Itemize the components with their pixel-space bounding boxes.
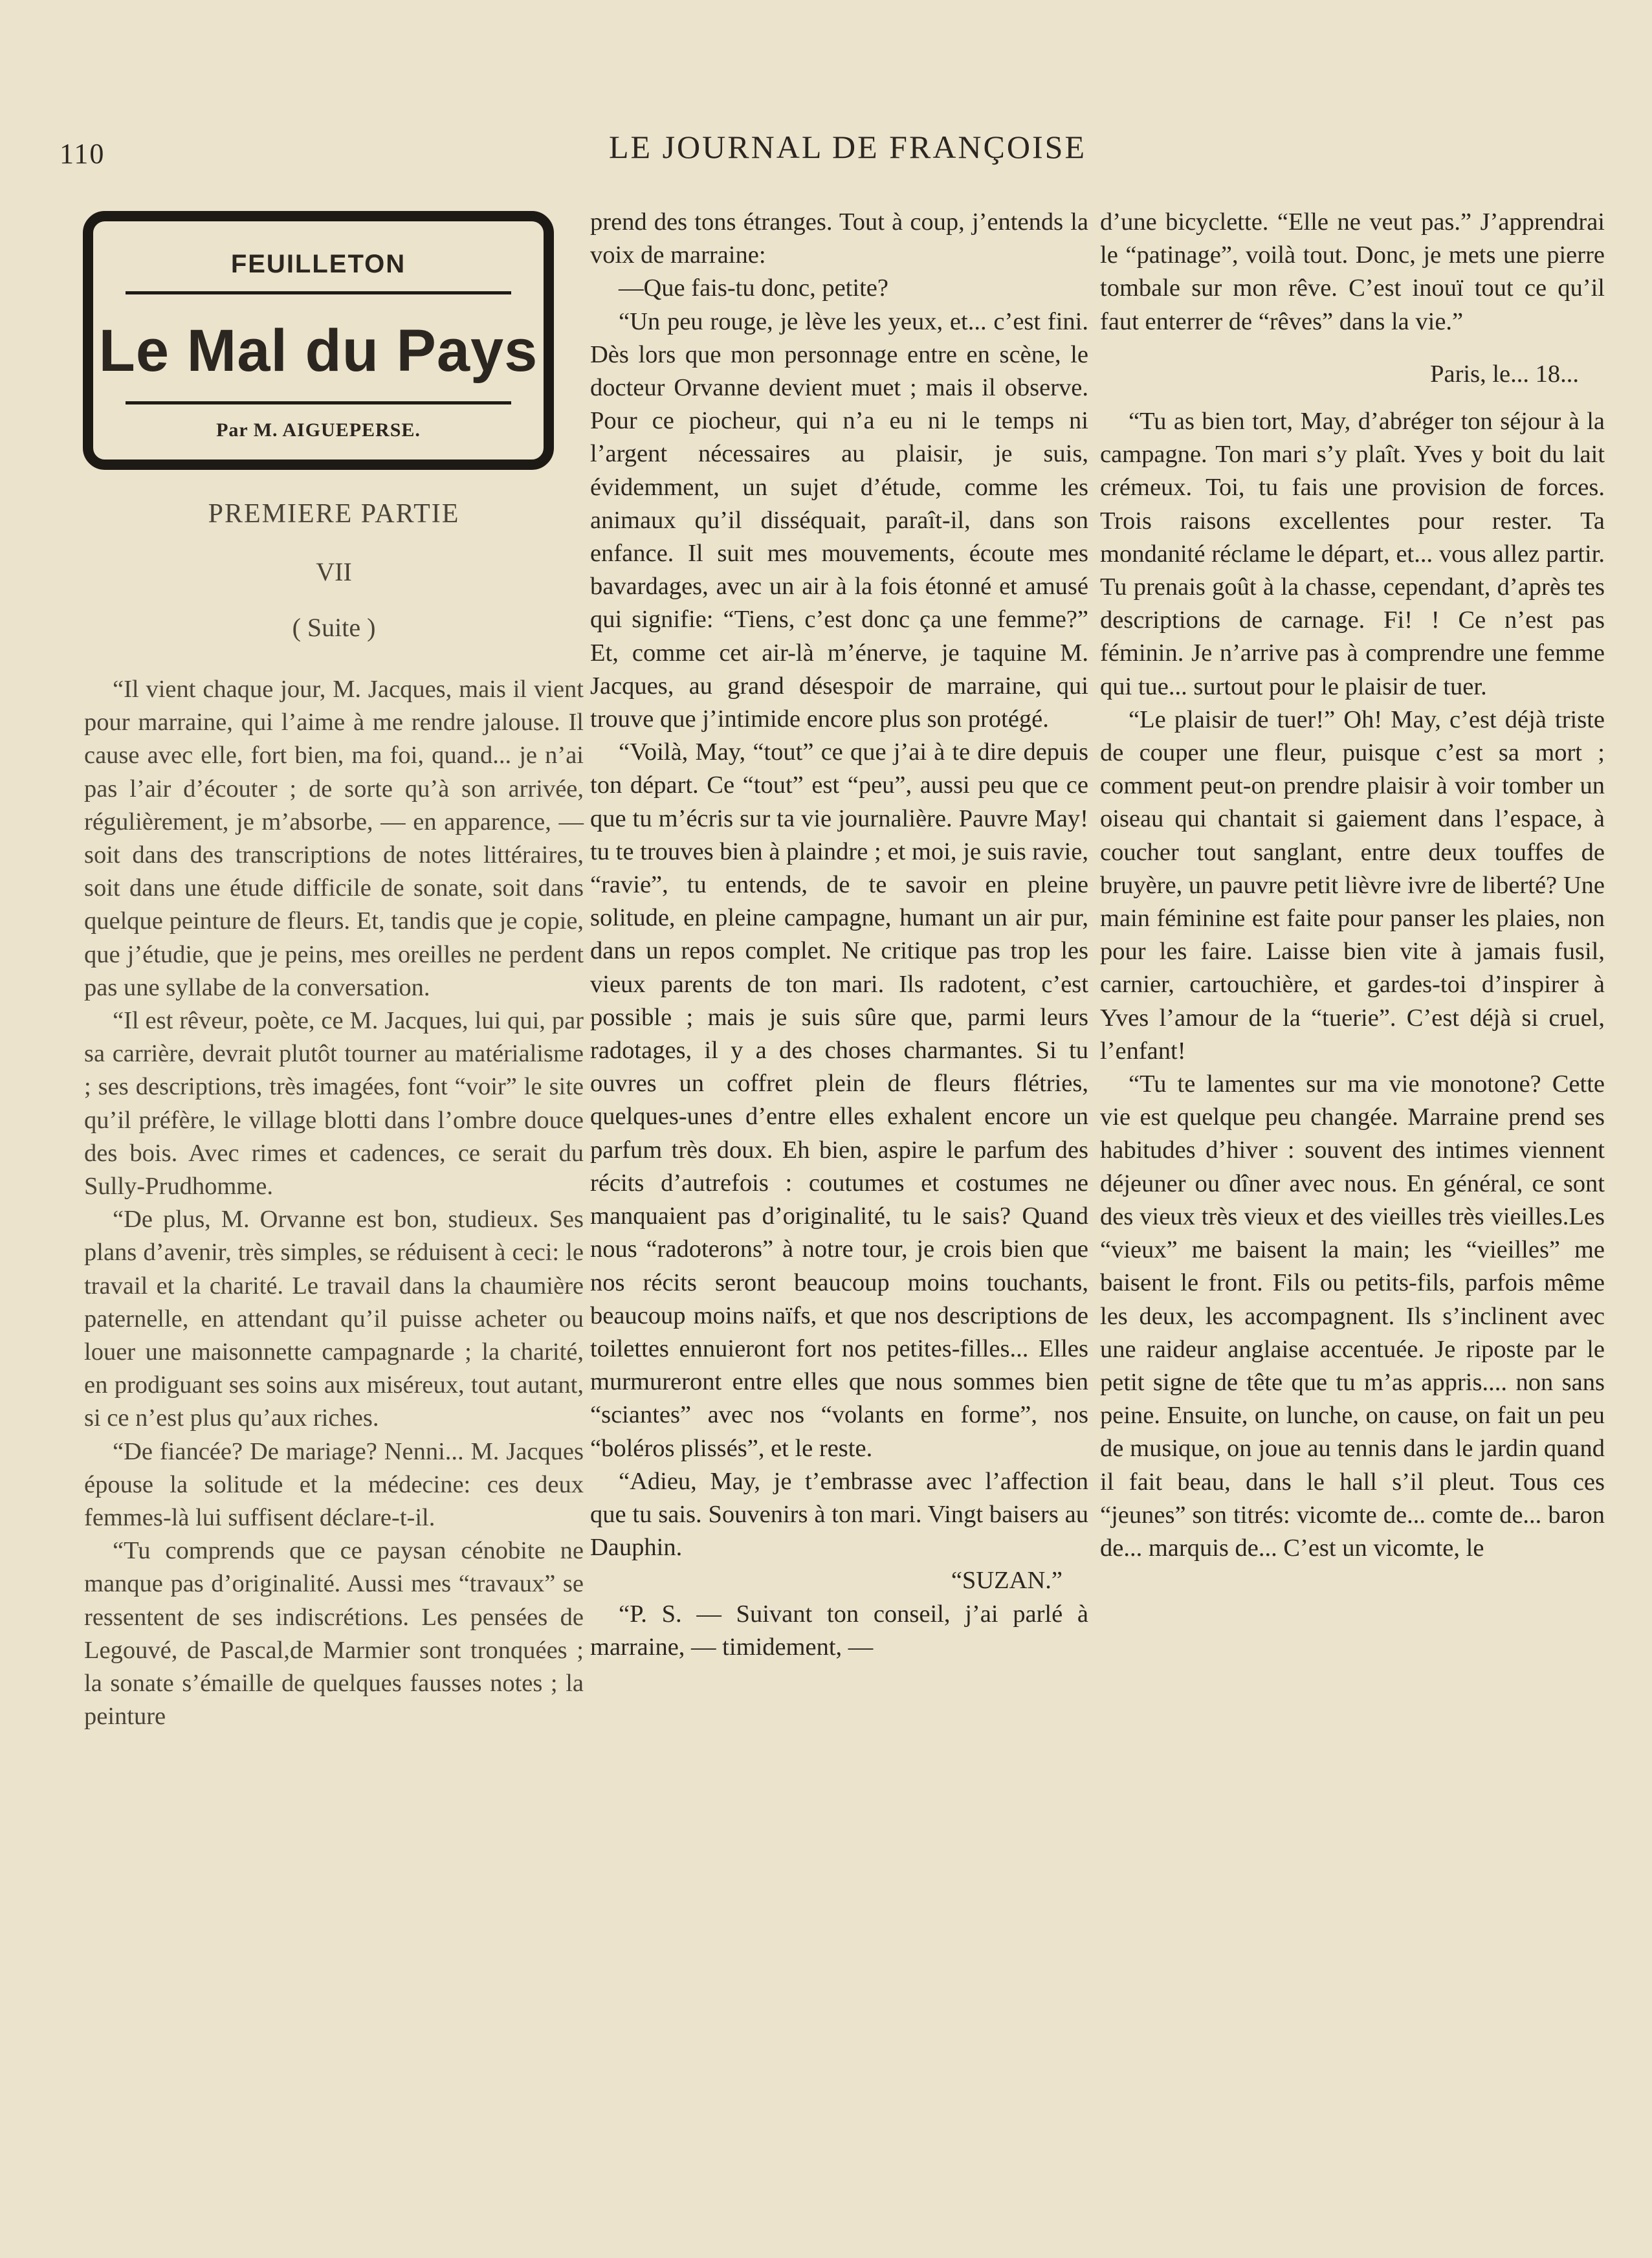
paragraph: “P. S. — Suivant ton conseil, j’ai parlé à marraine, — timidement, —: [590, 1600, 1088, 1661]
text-column-3: [1100, 206, 1605, 1565]
paragraph: “Il vient chaque jour, M. Jacques, mais il vient pour marraine, qui l’aime à me rendre jalouse. Il cause avec elle, fort bien, ma foi, quand... je n’ai pas l’air d’écouter ; de sorte qu’à son arrivée, régulièrement, je m’absorbe, — en apparence, — soit dans des transcriptions de notes littéraires, soit dans une étude difficile de sonate, soit dans quelque peinture de fleurs. Et, tandis que je copie, que j’étudie, que je peins, mes oreilles ne perdent pas une syllabe de la conversation.: [84, 676, 584, 1001]
part-heading: PREMIERE PARTIE: [208, 499, 460, 529]
page-number: 110: [60, 138, 105, 170]
paragraph: “Tu comprends que ce paysan cénobite ne manque pas d’originalité. Aussi mes “travaux” se ressentent de ses indiscrétions. Les pensées de Legouvé, de Pascal,de Marmier sont tronquées ; la sonate s’émaille de quelques fausses notes ; la peinture: [84, 1537, 584, 1731]
box-rule-top: [126, 291, 511, 294]
paragraph: “Voilà, May, “tout” ce que j’ai à te dire depuis ton départ. Ce “tout” est “peu”, aussi peu que ce que tu m’écris sur ta vie journalière. Pauvre May! tu te trouves bien à plaindre ; et moi, je suis ravie, “ravie”, tu entends, de te savoir en pleine solitude, en pleine campagne, humant un air pur, dans un repos complet. Ne critique pas trop les vieux parents de ton mari. Ils radotent, c’est possible ; mais je suis sûre que, parmi leurs radotages, il y a des choses charmantes. Si tu ouvres un coffret plein de fleurs flétries, quelques-unes d’entre elles exhalent encore un parfum très doux. Eh bien, aspire le parfum des récits d’autrefois : coutumes et costumes ne manquaient pas d’originalité, tu le sais? Quand nous “radoterons” à notre tour, je crois bien que nos récits seront beaucoup moins touchants, beaucoup moins naïfs, et que nos descriptions de toilettes ennuieront fort nos petites-filles... Elles murmureront entre elles que nous sommes bien “sciantes” avec nos “volants en forme”, nos “boléros plissés”, et le reste.: [590, 738, 1088, 1462]
feuilleton-box: [83, 211, 554, 470]
paragraph: “Il est rêveur, poète, ce M. Jacques, lui qui, par sa carrière, devrait plutôt tourner au matérialisme ; ses descriptions, très imagées, font “voir” le site qu’il préfère, le village blotti dans l’ombre douce des bois. Avec rimes et cadences, ce serait du Sully-Prudhomme.: [84, 1007, 584, 1201]
paragraph: “Un peu rouge, je lève les yeux, et... c’est fini. Dès lors que mon personnage entre en scène, le docteur Orvanne devient muet ; mais il observe. Pour ce piocheur, qui n’a eu ni le temps ni l’argent nécessaires au plaisir, je suis, évidemment, un sujet d’étude, comme les animaux qu’il disséquait, paraît-il, dans son enfance. Il suit mes mouvements, écoute mes bavardages, avec un air à la fois étonné et amusé qui signifie: “Tiens, c’est donc ça une femme?” Et, comme cet air-là m’énerve, je taquine M. Jacques, au grand désespoir de marraine, qui trouve que j’intimide encore plus son protégé.: [590, 307, 1088, 733]
feuilleton-kicker: FEUILLETON: [230, 250, 406, 278]
paragraph: “Le plaisir de tuer!” Oh! May, c’est déjà triste de couper une fleur, puisque c’est sa mort ; comment peut-on prendre plaisir à voir tomber un oiseau qui chantait si gaiement dans l’espace, à coucher tout sanglant, entre deux touffes de bruyère, un pauvre petit lièvre ivre de liberté? Une main féminine est faite pour panser les plaies, non pour les faire. Laisse bien vite à jamais fusil, carnier, cartouchière, et gardes-toi d’inspirer à Yves l’amour de la “tuerie”. C’est déjà si cruel, l’enfant!: [1100, 705, 1605, 1065]
paragraph: “Tu as bien tort, May, d’abréger ton séjour à la campagne. Ton mari s’y plaît. Yves y boit du lait crémeux. Toi, tu fais une provision de forces. Trois raisons excellentes pour rester. Ta mondanité réclame le départ, et... vous allez partir. Tu prenais goût à la chasse, cependant, d’après tes descriptions de carnage. Fi! ! Ce n’est pas féminin. Je n’arrive pas à comprendre une femme qui tue... surtout pour le plaisir de tuer.: [1100, 408, 1605, 700]
paragraph: prend des tons étranges. Tout à coup, j’entends la voix de marraine:: [590, 208, 1088, 269]
chapter-number: VII: [316, 557, 352, 586]
paragraph: “Tu te lamentes sur ma vie monotone? Cette vie est quelque peu changée. Marraine prend ses habitudes d’hiver : souvent des intimes viennent déjeuner ou dîner avec nous. En général, ce sont des vieux très vieux et des vieilles très vieilles.Les “vieux” me baisent la main; les “vieilles” me baisent le front. Fils ou petits-fils, parfois même les deux, les accompagnent. Ils s’inclinent avec une raideur anglaise accentuée. Je riposte par le petit signe de tête que tu m’as appris.... non sans peine. Ensuite, on lunche, on cause, on fait un peu de musique, on joue au tennis dans le jardin quand il fait beau, dans le hall s’il pleut. Tous ces “jeunes” son titrés: vicomte de... comte de... baron de... marquis de... C’est un vicomte, le: [1100, 1070, 1605, 1562]
text-column-2: [590, 206, 1088, 1664]
paragraph: “Adieu, May, je t’embrasse avec l’affection que tu sais. Souvenirs à ton mari. Vingt baisers au Dauphin.: [590, 1467, 1088, 1562]
text-column-1: [84, 673, 584, 1734]
running-head: LE JOURNAL DE FRANÇOISE: [609, 129, 1086, 165]
paragraph: —Que fais-tu donc, petite?: [619, 274, 888, 302]
paragraph: “De plus, M. Orvanne est bon, studieux. Ses plans d’avenir, très simples, se réduisent à ceci: le travail et la charité. Le travail dans la chaumière paternelle, en attendant qu’il puisse acheter ou louer une maisonnette campagnarde ; la charité, en prodiguant ses soins aux miséreux, tout autant, si ce n’est plus qu’aux riches.: [84, 1206, 584, 1432]
paragraph: “De fiancée? De mariage? Nenni... M. Jacques épouse la solitude et la médecine: ces deux femmes-là lui suffisent déclare-t-il.: [84, 1437, 584, 1532]
suite-label: ( Suite ): [292, 613, 376, 642]
letter-dateline: Paris, le... 18...: [1430, 360, 1579, 388]
feuilleton-title: Le Mal du Pays: [98, 318, 538, 384]
box-rule-bottom: [126, 401, 511, 404]
feuilleton-author: Par M. AIGUEPERSE.: [216, 419, 421, 441]
paragraph: d’une bicyclette. “Elle ne veut pas.” J’apprendrai le “patinage”, voilà tout. Donc, je mets une pierre tombale sur mon rêve. C’est inouï tout ce qu’il faut enterrer de “rêves” dans la vie.”: [1100, 208, 1605, 335]
signature: “SUZAN.”: [951, 1567, 1063, 1595]
